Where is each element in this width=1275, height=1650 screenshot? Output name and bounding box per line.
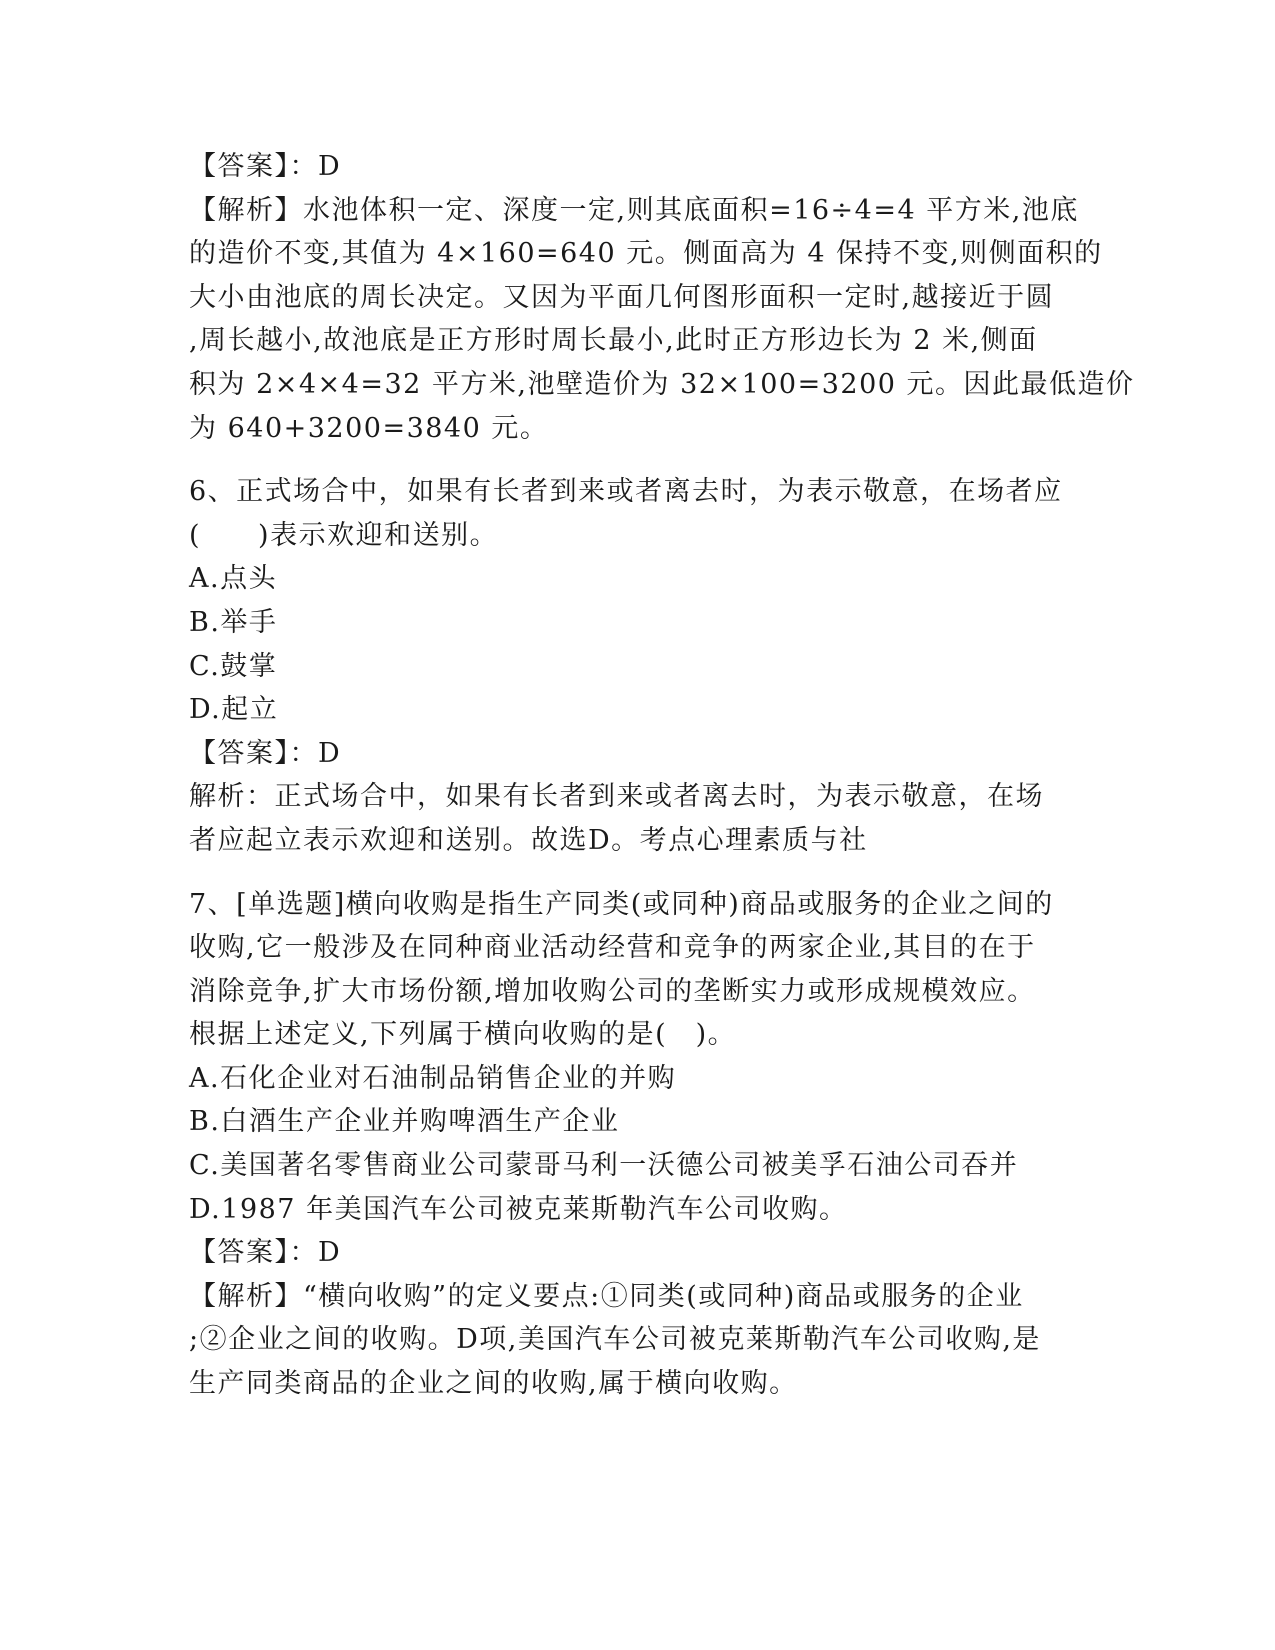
question-6 (189, 470, 1087, 862)
answer-line: 【答案】：D (189, 1237, 342, 1269)
question-stem-line: ( )表示欢迎和送别。 (189, 519, 499, 551)
question-stem-line: 收购,它一般涉及在同种商业活动经营和竞争的两家企业,其目的在于 (189, 932, 1036, 964)
section-gap (189, 863, 1087, 883)
answer-line: 【答案】：D (189, 151, 342, 182)
question-7 (189, 883, 1087, 1406)
question-stem-line: 根据上述定义,下列属于横向收购的是( )。 (189, 1019, 737, 1051)
question-5-continuation (189, 145, 1135, 450)
analysis-line: 【解析】水池体积一定、深度一定,则其底面积=16÷4=4 平方米,池底 (189, 194, 1079, 226)
option-d: D.1987 年美国汽车公司被克莱斯勒汽车公司收购。 (189, 1193, 848, 1225)
question-stem-line: 7、[单选题]横向收购是指生产同类(或同种)商品或服务的企业之间的 (189, 888, 1054, 920)
analysis-line: 大小由池底的周长决定。又因为平面几何图形面积一定时,越接近于圆 (189, 281, 1055, 313)
option-b: B.白酒生产企业并购啤酒生产企业 (189, 1106, 620, 1138)
option-a: A.石化企业对石油制品销售企业的并购 (189, 1062, 677, 1094)
analysis-line: ,周长越小,故池底是正方形时周长最小,此时正方形边长为 2 米,侧面 (189, 325, 1038, 357)
option-a: A.点头 (189, 563, 278, 595)
analysis-line: 为 640+3200=3840 元。 (189, 412, 549, 444)
question-stem-line: 6、正式场合中，如果有长者到来或者离去时，为表示敬意，在场者应 (189, 476, 1063, 508)
analysis-line: 积为 2×4×4=32 平方米,池壁造价为 32×100=3200 元。因此最低造价 (189, 368, 1135, 400)
option-c: C.美国著名零售商业公司蒙哥马利一沃德公司被美孚石油公司吞并 (189, 1150, 1019, 1182)
analysis-line: 【解析】“横向收购”的定义要点:①同类(或同种)商品或服务的企业 (189, 1280, 1024, 1312)
option-c: C.鼓掌 (189, 650, 278, 682)
analysis-line: 者应起立表示欢迎和送别。故选D。考点心理素质与社 (189, 824, 868, 856)
analysis-line: 解析：正式场合中，如果有长者到来或者离去时，为表示敬意，在场 (189, 781, 1044, 813)
analysis-line: 的造价不变,其值为 4×160=640 元。侧面高为 4 保持不变,则侧面积的 (189, 238, 1103, 270)
analysis-line: ;②企业之间的收购。D项,美国汽车公司被克莱斯勒汽车公司收购,是 (189, 1324, 1041, 1356)
document-content (189, 145, 1135, 1406)
question-stem-line: 消除竞争,扩大市场份额,增加收购公司的垄断实力或形成规模效应。 (189, 975, 1036, 1007)
option-d: D.起立 (189, 694, 279, 726)
analysis-line: 生产同类商品的企业之间的收购,属于横向收购。 (189, 1368, 798, 1400)
answer-line: 【答案】：D (189, 737, 342, 769)
section-gap (189, 450, 1087, 470)
option-b: B.举手 (189, 606, 278, 638)
